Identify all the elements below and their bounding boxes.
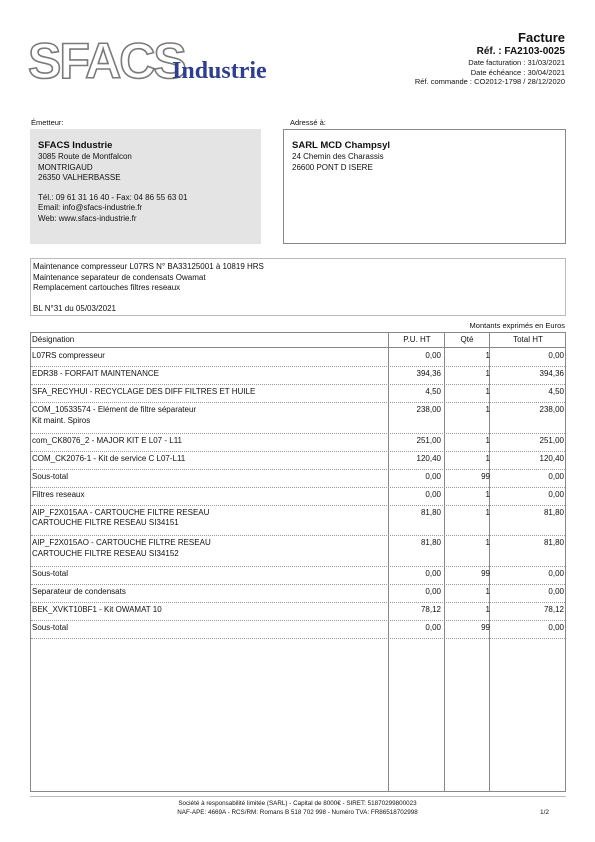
currency-note: Montants exprimés en Euros bbox=[469, 321, 565, 330]
description-line: Maintenance compresseur L07RS N° BA33125001 à 10819 HRS bbox=[33, 262, 264, 271]
row-total: 81,80 bbox=[543, 538, 564, 547]
invoice-title: Facture bbox=[518, 30, 565, 45]
destinataire-address-line: 26600 PONT D ISERE bbox=[292, 162, 373, 172]
destinataire-label: Adressé à: bbox=[290, 118, 326, 127]
row-total: 0,00 bbox=[548, 351, 564, 360]
emetteur-address-line: 3085 Route de Montfalcon bbox=[38, 152, 132, 161]
row-designation-line: SFA_RECYHUI - RECYCLAGE DES DIFF FILTRES ET HUILE bbox=[32, 387, 256, 396]
row-qty: 1 bbox=[485, 489, 490, 499]
table-row bbox=[31, 348, 565, 367]
row-pu: 78,12 bbox=[420, 604, 441, 614]
emetteur-address-line: 26350 VALHERBASSE bbox=[38, 173, 121, 182]
row-designation bbox=[32, 351, 387, 362]
row-designation bbox=[32, 387, 387, 398]
table-row bbox=[31, 366, 565, 385]
invoice-ref: Réf. : FA2103-0025 bbox=[476, 46, 565, 57]
description-line: Maintenance separateur de condensats Owamat bbox=[33, 272, 206, 282]
row-designation-line: Kit maint. Spiros bbox=[32, 415, 91, 425]
row-designation-line: BEK_XVKT10BF1 - Kit OWAMAT 10 bbox=[32, 604, 162, 614]
row-qty: 99 bbox=[481, 568, 490, 578]
row-designation bbox=[32, 587, 387, 598]
emetteur-email: Email: info@sfacs-industrie.fr bbox=[38, 203, 143, 212]
emetteur-name: SFACS Industrie bbox=[38, 140, 113, 151]
table-row bbox=[31, 384, 565, 403]
row-qty: 1 bbox=[485, 538, 490, 547]
table-row bbox=[31, 566, 565, 585]
header-total: Total HT bbox=[513, 335, 543, 344]
emetteur-web: Web: www.sfacs-industrie.fr bbox=[38, 213, 137, 223]
emetteur-address-line: MONTRIGAUD bbox=[38, 162, 93, 172]
row-designation-line: L07RS compresseur bbox=[32, 351, 105, 360]
row-designation-line: EDR38 - FORFAIT MAINTENANCE bbox=[32, 369, 159, 378]
row-total: 0,00 bbox=[548, 471, 564, 481]
row-qty: 1 bbox=[485, 387, 490, 396]
date-facturation: Date facturation : 31/03/2021 bbox=[468, 58, 565, 67]
row-total: 251,00 bbox=[539, 435, 564, 445]
row-qty: 1 bbox=[485, 586, 490, 596]
table-row bbox=[31, 620, 565, 639]
row-pu: 251,00 bbox=[416, 435, 441, 445]
row-pu: 0,00 bbox=[425, 568, 441, 578]
row-total: 394,36 bbox=[539, 369, 564, 378]
invoice-header bbox=[415, 30, 565, 87]
row-pu: 238,00 bbox=[416, 405, 441, 414]
emetteur-phone: Tél.: 09 61 31 16 40 - Fax: 04 86 55 63 01 bbox=[38, 192, 188, 202]
row-designation bbox=[32, 405, 387, 426]
table-row bbox=[31, 487, 565, 506]
row-designation-line: Sous-total bbox=[32, 471, 69, 481]
row-designation bbox=[32, 436, 387, 447]
row-designation bbox=[32, 605, 387, 616]
description-box bbox=[30, 258, 566, 316]
header-pu: P.U. HT bbox=[403, 335, 431, 344]
row-pu: 0,00 bbox=[425, 622, 441, 632]
footer-line-1: Société à responsabilité limitée (SARL) - Capital de 8000€ - SIRET: 51870299800023 bbox=[178, 800, 417, 807]
row-designation bbox=[32, 538, 387, 559]
row-designation bbox=[32, 369, 387, 380]
header-qty: Qté bbox=[460, 335, 474, 344]
row-designation-line: Sous-total bbox=[32, 568, 69, 578]
date-echeance: Date échéance : 30/04/2021 bbox=[470, 67, 565, 77]
row-qty: 1 bbox=[485, 369, 490, 378]
emetteur-label: Émetteur: bbox=[31, 118, 64, 127]
logo-sub-text: Industrie bbox=[172, 58, 267, 84]
row-designation bbox=[32, 490, 387, 501]
row-qty: 1 bbox=[485, 351, 490, 360]
row-total: 238,00 bbox=[539, 405, 564, 414]
row-qty: 1 bbox=[485, 405, 490, 414]
row-designation-line: Separateur de condensats bbox=[32, 586, 126, 596]
row-total: 0,00 bbox=[548, 568, 564, 578]
row-pu: 394,36 bbox=[416, 369, 441, 378]
company-logo bbox=[28, 32, 288, 88]
row-pu: 81,80 bbox=[420, 507, 441, 517]
row-total: 0,00 bbox=[548, 622, 564, 632]
row-designation-line: CARTOUCHE FILTRE RESEAU SI34151 bbox=[32, 518, 179, 527]
row-designation bbox=[32, 623, 387, 634]
row-pu: 0,00 bbox=[425, 586, 441, 596]
row-pu: 0,00 bbox=[425, 471, 441, 481]
row-qty: 1 bbox=[485, 604, 490, 614]
row-designation bbox=[32, 569, 387, 580]
row-designation-line: Filtres reseaux bbox=[32, 489, 85, 499]
row-qty: 99 bbox=[481, 622, 490, 632]
row-total: 81,80 bbox=[543, 507, 564, 517]
row-designation-line: com_CK8076_2 - MAJOR KIT E L07 - L11 bbox=[32, 435, 182, 445]
row-pu: 0,00 bbox=[425, 489, 441, 499]
row-qty: 1 bbox=[485, 453, 490, 463]
row-total: 120,40 bbox=[539, 453, 564, 463]
row-total: 0,00 bbox=[548, 586, 564, 596]
row-designation-line: COM_CK2076-1 - Kit de service C L07-L11 bbox=[32, 453, 186, 463]
table-row bbox=[31, 535, 565, 567]
row-pu: 4,50 bbox=[425, 387, 441, 396]
table-row bbox=[31, 584, 565, 603]
destinataire-address-line: 24 Chemin des Charassis bbox=[292, 152, 384, 161]
row-total: 0,00 bbox=[548, 489, 564, 499]
page-number: 1/2 bbox=[539, 809, 549, 816]
destinataire-name: SARL MCD Champsyl bbox=[292, 140, 391, 151]
row-qty: 99 bbox=[481, 471, 490, 481]
row-designation bbox=[32, 508, 387, 529]
row-designation bbox=[32, 472, 387, 483]
row-designation-line: CARTOUCHE FILTRE RESEAU SI34152 bbox=[32, 548, 179, 558]
table-row bbox=[31, 505, 565, 537]
footer bbox=[0, 800, 595, 817]
emetteur-box bbox=[30, 129, 261, 244]
row-designation-line: AIP_F2X015AA - CARTOUCHE FILTRE RESEAU bbox=[32, 507, 210, 517]
footer-line-2: NAF-APE: 4669A - RCS/RM: Romans B 518 702 998 - Numéro TVA: FR86518702998 bbox=[177, 808, 418, 816]
bl-reference: BL N°31 du 05/03/2021 bbox=[33, 303, 116, 313]
row-total: 4,50 bbox=[548, 387, 564, 396]
row-qty: 1 bbox=[485, 507, 490, 517]
row-total: 78,12 bbox=[543, 604, 564, 614]
row-designation bbox=[32, 454, 387, 465]
row-pu: 81,80 bbox=[420, 538, 441, 547]
logo-main-text: SFACS bbox=[28, 33, 185, 88]
row-pu: 0,00 bbox=[425, 351, 441, 360]
table-row bbox=[31, 433, 565, 452]
ref-commande: Réf. commande : CO2012-1798 / 28/12/2020 bbox=[414, 77, 565, 86]
table-row bbox=[31, 451, 565, 470]
description-line: Remplacement cartouches filtres reseaux bbox=[33, 283, 181, 292]
header-designation: Désignation bbox=[32, 335, 75, 344]
table-row bbox=[31, 402, 565, 434]
destinataire-box bbox=[283, 129, 566, 244]
footer-divider bbox=[30, 796, 566, 797]
row-pu: 120,40 bbox=[416, 453, 441, 463]
table-header bbox=[31, 333, 565, 348]
invoice-table bbox=[30, 332, 566, 792]
table-row bbox=[31, 469, 565, 488]
table-row bbox=[31, 602, 565, 621]
row-designation-line: COM_10533574 - Elément de filtre séparateur bbox=[32, 405, 197, 414]
row-qty: 1 bbox=[485, 435, 490, 445]
row-designation-line: Sous-total bbox=[32, 622, 69, 632]
row-designation-line: AIP_F2X015AO - CARTOUCHE FILTRE RESEAU bbox=[32, 538, 211, 547]
